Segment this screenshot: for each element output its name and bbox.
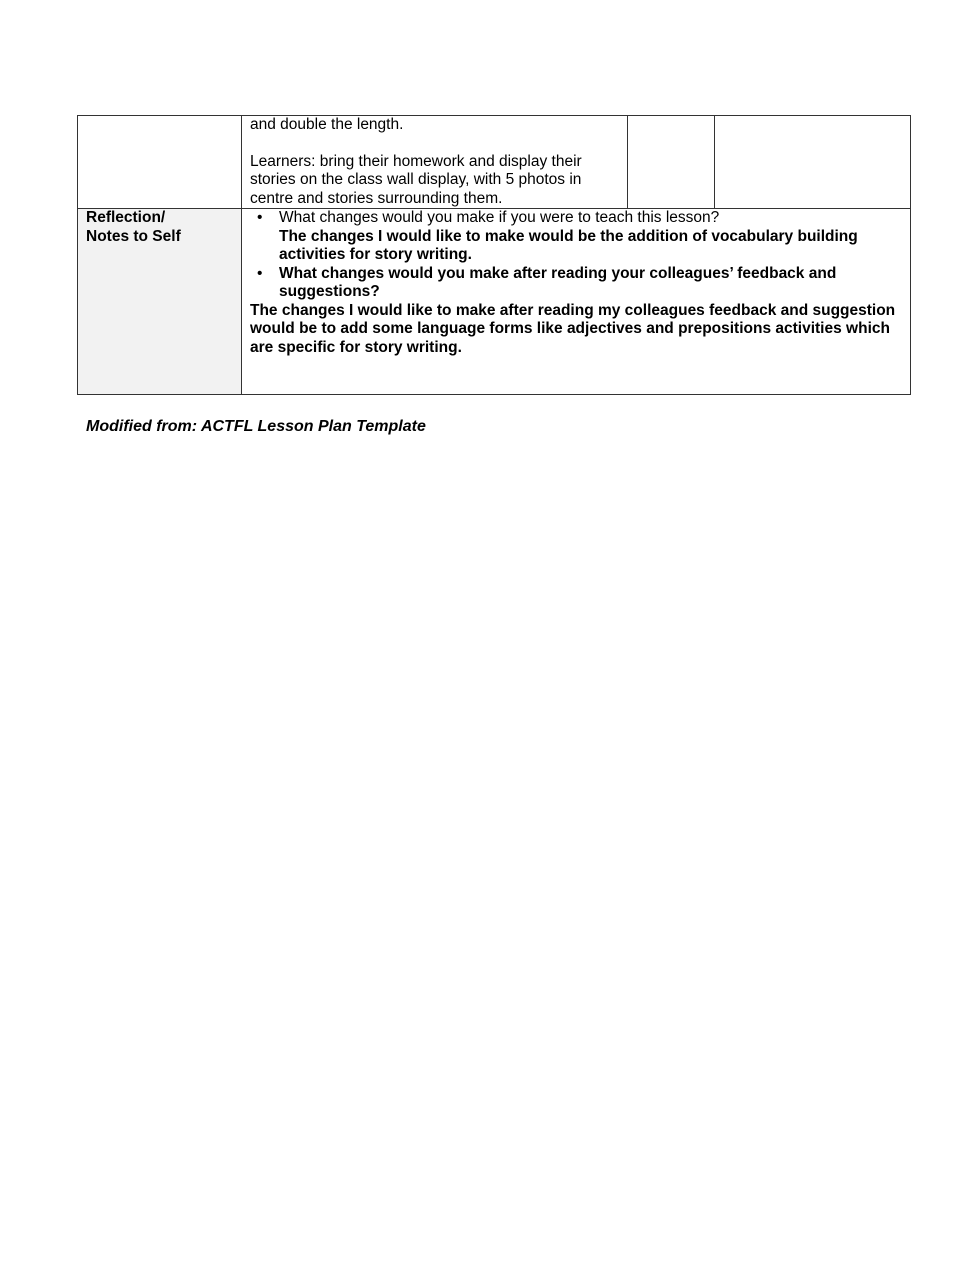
- reflection-list: [250, 209, 902, 302]
- question-1: What changes would you make if you were to teach this lesson?: [279, 209, 720, 226]
- list-item: [250, 265, 902, 302]
- reflection-content-cell: [242, 209, 911, 395]
- notes-cell-empty: [715, 116, 911, 209]
- bullet-icon: •: [257, 264, 263, 282]
- time-cell-empty: [628, 116, 715, 209]
- label-cell-empty: [78, 116, 242, 209]
- lesson-plan-table: [77, 115, 911, 395]
- reflection-label: Reflection/: [86, 209, 166, 226]
- reflection-label-cell: [78, 209, 242, 395]
- table-row: [78, 209, 911, 395]
- answer-1: The changes I would like to make would be the addition of vocabulary building activities for story writing.: [279, 227, 858, 263]
- list-item: [250, 209, 902, 265]
- procedure-line-2: Learners: bring their homework and display their stories on the class wall display, with 5 photos in centre and stories surrounding them.: [250, 152, 582, 207]
- procedure-cell: [242, 116, 628, 209]
- notes-to-self-label: Notes to Self: [86, 227, 181, 245]
- template-source-note: Modified from: ACTFL Lesson Plan Template: [86, 418, 426, 435]
- procedure-line-1: and double the length.: [250, 116, 404, 133]
- table-row: [78, 116, 911, 209]
- question-2: What changes would you make after reading your colleagues’ feedback and suggestions?: [279, 264, 837, 300]
- answer-2: The changes I would like to make after reading my colleagues feedback and suggestion would be to add some language forms like adjectives and prepositions activities which are specific for story writing.: [250, 301, 896, 356]
- bullet-icon: •: [257, 209, 263, 226]
